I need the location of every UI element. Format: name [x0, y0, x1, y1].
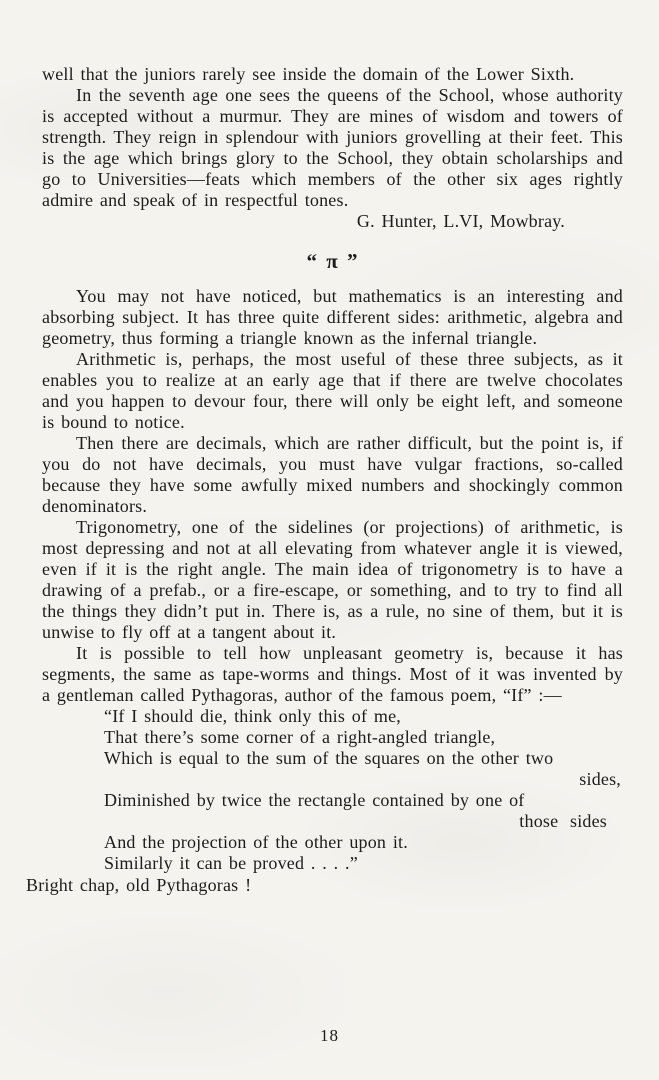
article-paragraph-mathematics: You may not have noticed, but mathematics is an interesting and absorbing subject. It has three quite different sides: arithmetic, algebra and geometry, thus forming a triangle known as the infernal triangle. [42, 286, 623, 348]
page-number: 18 [320, 1026, 339, 1045]
poem-line: Which is equal to the sum of the squares on the other two [104, 748, 554, 768]
article-paragraph-decimals: Then there are decimals, which are rather difficult, but the point is, if you do not have decimals, you must have vulgar fractions, so-called because they have some awfully mixed numbers and shockingly common denominators. [42, 433, 623, 516]
article-paragraph-trigonometry: Trigonometry, one of the sidelines (or projections) of arithmetic, is most depressing and not at all elevating from whatever angle it is viewed, even if it is the right angle. The main idea of trigonometry is to have a drawing of a prefab., or a fire-escape, or something, and to try to find all the things they didn’t put in. There is, as a rule, no sine of them, but it is unwise to fly off at a tangent about it. [42, 517, 623, 642]
poem-line-runover: sides, [579, 769, 621, 789]
poem-if-parody [42, 706, 623, 874]
article-title-pi: “ π ” [306, 249, 359, 273]
poem-line: And the projection of the other upon it. [104, 832, 408, 852]
poem-line-runover: those sides [519, 811, 607, 831]
poem-line: Similarly it can be proved . . . .” [104, 853, 358, 873]
article-paragraph-arithmetic: Arithmetic is, perhaps, the most useful of these three subjects, as it enables you to realize at an early age that if there are twelve chocolates and you happen to devour four, there will only be eight left, and someone is bound to notice. [42, 349, 623, 432]
poem-line: Diminished by twice the rectangle contained by one of [104, 790, 525, 810]
poem-line: That there’s some corner of a right-angled triangle, [104, 727, 496, 747]
closing-remark: Bright chap, old Pythagoras ! [26, 875, 252, 895]
author-attribution: G. Hunter, L.VI, Mowbray. [356, 211, 565, 231]
intro-paragraph-seventh-age: In the seventh age one sees the queens of the School, whose authority is accepted without a murmur. They are mines of wisdom and towers of strength. They reign in splendour with juniors grovelling at their feet. This is the age which brings glory to the School, they obtain scholarships and go to Universities—feats which members of the other six ages rightly admire and speak of in respectful tones. [42, 85, 623, 210]
article-paragraph-geometry: It is possible to tell how unpleasant geometry is, because it has segments, the same as tape-worms and things. Most of it was invented by a gentleman called Pythagoras, author of the famous poem, “If” :— [42, 643, 623, 705]
intro-paragraph-continuation: well that the juniors rarely see inside the domain of the Lower Sixth. [42, 64, 575, 84]
poem-line: “If I should die, think only this of me, [104, 706, 401, 726]
